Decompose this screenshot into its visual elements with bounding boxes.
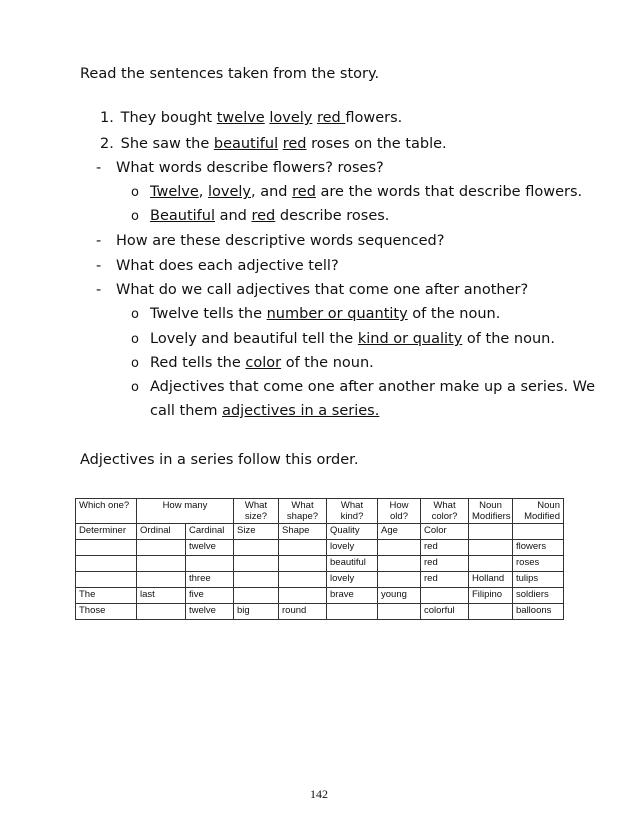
answer-text: call them bbox=[150, 403, 223, 419]
answer-4b bbox=[131, 331, 555, 347]
answer-4d-continued bbox=[150, 403, 379, 419]
table-cell bbox=[76, 572, 137, 588]
question-text: What does each adjective tell? bbox=[116, 258, 339, 274]
table-cell bbox=[469, 604, 513, 620]
sentence-text: They bought bbox=[120, 110, 217, 126]
sentence-text: She saw the bbox=[120, 136, 214, 152]
table-cell: Quality bbox=[327, 524, 378, 540]
table-cell bbox=[279, 588, 327, 604]
header-kind: What kind? bbox=[327, 499, 378, 524]
table-cell bbox=[469, 540, 513, 556]
table-cell bbox=[378, 572, 421, 588]
answer-text: of the noun. bbox=[462, 331, 555, 347]
sentence-text: roses on the table. bbox=[306, 136, 447, 152]
answer-text: describe roses. bbox=[275, 208, 390, 224]
question-text: What do we call adjectives that come one after another? bbox=[116, 282, 529, 298]
dash-bullet: - bbox=[96, 282, 102, 298]
dash-bullet: - bbox=[96, 258, 102, 274]
header-noun-modified: Noun Modified bbox=[513, 499, 564, 524]
table-cell bbox=[378, 604, 421, 620]
table-cell: round bbox=[279, 604, 327, 620]
answer-text: are the words that describe flowers. bbox=[315, 184, 583, 200]
table-cell bbox=[234, 556, 279, 572]
table-cell bbox=[378, 540, 421, 556]
answer-text: Red tells the bbox=[150, 355, 246, 371]
table-cell bbox=[137, 604, 186, 620]
adjective-order-table bbox=[75, 498, 564, 620]
table-cell: twelve bbox=[186, 604, 234, 620]
table-cell: five bbox=[186, 588, 234, 604]
table-cell bbox=[137, 572, 186, 588]
question-text: How are these descriptive words sequenced? bbox=[116, 233, 445, 249]
table-row bbox=[76, 540, 564, 556]
answer-text: of the noun. bbox=[281, 355, 374, 371]
table-row bbox=[76, 524, 564, 540]
header-shape: What shape? bbox=[279, 499, 327, 524]
table-cell: Shape bbox=[279, 524, 327, 540]
underlined-word: twelve bbox=[216, 110, 265, 126]
table-cell: Those bbox=[76, 604, 137, 620]
answer-text: , bbox=[198, 184, 208, 200]
page-number: 142 bbox=[310, 787, 328, 801]
answer-1b bbox=[131, 208, 389, 224]
answer-text: , and bbox=[251, 184, 293, 200]
table-cell: twelve bbox=[186, 540, 234, 556]
table-cell: three bbox=[186, 572, 234, 588]
table-cell: Filipino bbox=[469, 588, 513, 604]
header-size: What size? bbox=[234, 499, 279, 524]
sentence-2 bbox=[100, 136, 447, 152]
table-cell bbox=[469, 556, 513, 572]
answer-text: Adjectives that come one after another make up a series. We bbox=[150, 379, 596, 395]
question-4 bbox=[96, 282, 528, 298]
table-cell bbox=[513, 524, 564, 540]
table-cell: big bbox=[234, 604, 279, 620]
circle-bullet: o bbox=[131, 356, 139, 371]
table-cell: red bbox=[421, 540, 469, 556]
underlined-word: red bbox=[282, 136, 307, 152]
table-cell: balloons bbox=[513, 604, 564, 620]
circle-bullet: o bbox=[131, 209, 139, 224]
table-cell: The bbox=[76, 588, 137, 604]
table-cell: beautiful bbox=[327, 556, 378, 572]
table-cell: tulips bbox=[513, 572, 564, 588]
underlined-word: lovely bbox=[269, 110, 313, 126]
table-cell bbox=[76, 540, 137, 556]
table-cell bbox=[327, 604, 378, 620]
table-cell: red bbox=[421, 572, 469, 588]
table-cell: lovely bbox=[327, 540, 378, 556]
underlined-phrase: color bbox=[245, 355, 282, 371]
answer-text: Lovely and beautiful tell the bbox=[150, 331, 358, 347]
underlined-word: Beautiful bbox=[150, 208, 215, 224]
header-age: How old? bbox=[378, 499, 421, 524]
underlined-word: red bbox=[251, 208, 276, 224]
table-cell bbox=[76, 556, 137, 572]
answer-text: Twelve tells the bbox=[150, 306, 267, 322]
sentence-number: 2. bbox=[100, 136, 114, 152]
table-cell: last bbox=[137, 588, 186, 604]
table-cell bbox=[137, 556, 186, 572]
underlined-phrase: number or quantity bbox=[266, 306, 408, 322]
table-cell: soldiers bbox=[513, 588, 564, 604]
underlined-word: red bbox=[316, 110, 346, 126]
answer-4c bbox=[131, 355, 374, 371]
dash-bullet: - bbox=[96, 160, 102, 176]
table-header-row bbox=[76, 499, 564, 524]
table-cell bbox=[421, 588, 469, 604]
table-cell bbox=[137, 540, 186, 556]
table-cell: colorful bbox=[421, 604, 469, 620]
question-1 bbox=[96, 160, 384, 176]
table-row bbox=[76, 556, 564, 572]
table-cell bbox=[378, 556, 421, 572]
table-row bbox=[76, 588, 564, 604]
answer-4a bbox=[131, 306, 500, 322]
table-row bbox=[76, 572, 564, 588]
table-cell bbox=[469, 524, 513, 540]
table-cell bbox=[186, 556, 234, 572]
answer-text: and bbox=[214, 208, 252, 224]
table-row bbox=[76, 604, 564, 620]
circle-bullet: o bbox=[131, 307, 139, 322]
underlined-word: beautiful bbox=[213, 136, 279, 152]
answer-text: of the noun. bbox=[407, 306, 501, 322]
table-cell bbox=[279, 540, 327, 556]
table-cell: roses bbox=[513, 556, 564, 572]
header-color: What color? bbox=[421, 499, 469, 524]
table-cell: Determiner bbox=[76, 524, 137, 540]
underlined-phrase: kind or quality bbox=[357, 331, 463, 347]
table-cell bbox=[279, 556, 327, 572]
header-which-one: Which one? bbox=[76, 499, 137, 524]
table-cell: Holland bbox=[469, 572, 513, 588]
table-cell: Size bbox=[234, 524, 279, 540]
circle-bullet: o bbox=[131, 185, 139, 200]
underlined-word: red bbox=[292, 184, 316, 200]
header-how-many: How many bbox=[137, 499, 234, 524]
sentence-text: flowers. bbox=[345, 110, 403, 126]
answer-1a bbox=[131, 184, 582, 200]
question-2 bbox=[96, 233, 444, 249]
sentence-1 bbox=[100, 110, 402, 126]
table-cell: Ordinal bbox=[137, 524, 186, 540]
circle-bullet: o bbox=[131, 332, 139, 347]
underlined-word: Twelve bbox=[150, 184, 199, 200]
table-cell: Age bbox=[378, 524, 421, 540]
underlined-word: lovely bbox=[208, 184, 252, 200]
table-cell bbox=[279, 572, 327, 588]
answer-4d bbox=[131, 379, 595, 395]
table-cell: red bbox=[421, 556, 469, 572]
dash-bullet: - bbox=[96, 233, 102, 249]
question-3 bbox=[96, 258, 339, 274]
table-cell: flowers bbox=[513, 540, 564, 556]
table-cell bbox=[234, 540, 279, 556]
table-cell bbox=[234, 588, 279, 604]
order-text: Adjectives in a series follow this order. bbox=[80, 452, 359, 468]
table-cell: lovely bbox=[327, 572, 378, 588]
underlined-phrase: adjectives in a series. bbox=[222, 403, 380, 419]
sentence-number: 1. bbox=[100, 110, 114, 126]
table-cell bbox=[234, 572, 279, 588]
header-noun-modifiers: Noun Modifiers bbox=[469, 499, 513, 524]
table-cell: Color bbox=[421, 524, 469, 540]
table-cell: young bbox=[378, 588, 421, 604]
circle-bullet: o bbox=[131, 380, 139, 395]
table-cell: brave bbox=[327, 588, 378, 604]
table-cell: Cardinal bbox=[186, 524, 234, 540]
intro-text: Read the sentences taken from the story. bbox=[80, 66, 380, 82]
question-text: What words describe flowers? roses? bbox=[116, 160, 384, 176]
